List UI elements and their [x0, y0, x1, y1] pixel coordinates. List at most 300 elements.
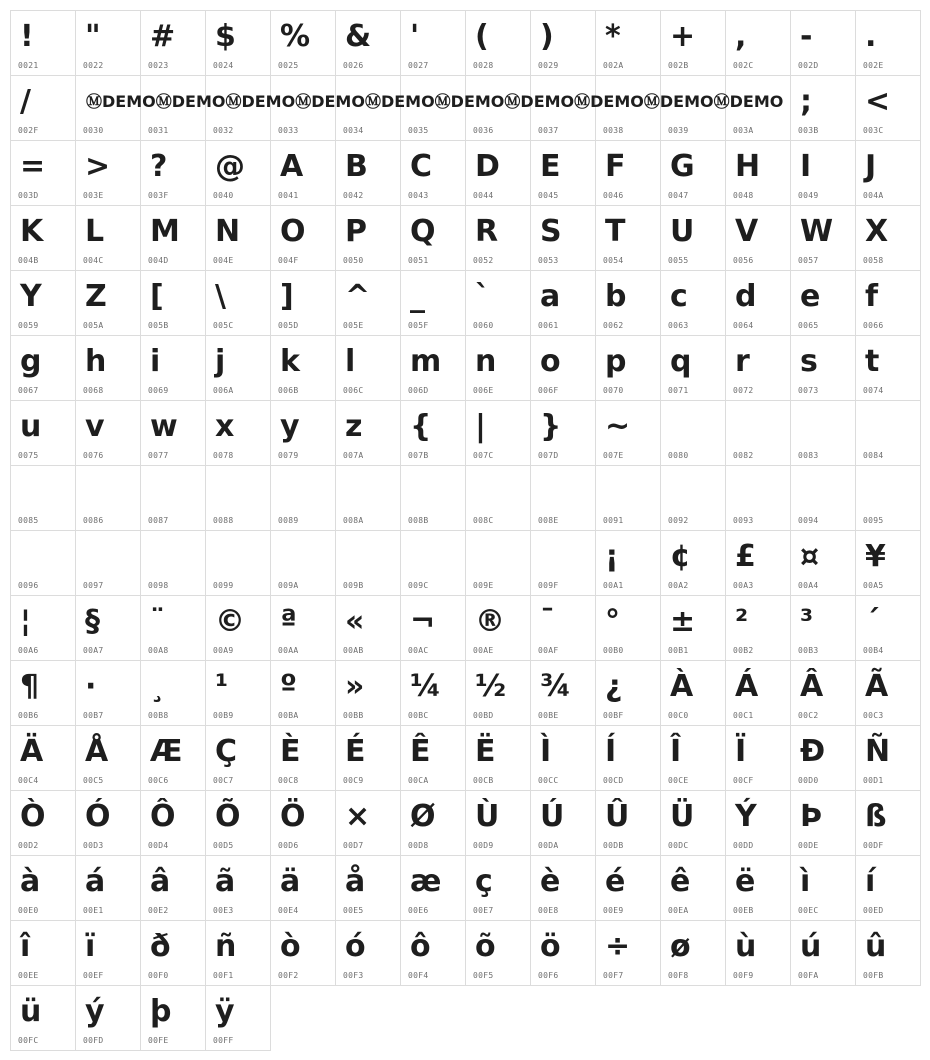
glyph-code: 0046 [603, 191, 624, 200]
glyph-code: 0035 [408, 126, 429, 135]
glyph-row [11, 401, 921, 466]
glyph-code: 0062 [603, 321, 624, 330]
glyph-char: Ë [475, 734, 496, 769]
glyph-code: 0057 [798, 256, 819, 265]
glyph-code: 00FD [83, 1036, 104, 1045]
glyph-char: Ï [735, 734, 747, 769]
glyph-code: 0043 [408, 191, 429, 200]
glyph-code: 0021 [18, 61, 39, 70]
glyph-char: J [865, 149, 877, 184]
glyph-cell [76, 401, 141, 466]
glyph-code: 00CA [408, 776, 429, 785]
glyph-cell [726, 141, 791, 206]
glyph-cell [11, 141, 76, 206]
glyph-char: ö [540, 929, 561, 964]
glyph-char: ` [475, 279, 490, 314]
glyph-char: b [605, 279, 627, 314]
glyph-cell [76, 141, 141, 206]
glyph-char: ¡ [605, 539, 619, 574]
glyph-cell [856, 141, 921, 206]
glyph-code: 0040 [213, 191, 234, 200]
glyph-char: Û [605, 799, 630, 834]
glyph-cell [336, 141, 401, 206]
glyph-cell [466, 206, 531, 271]
glyph-code: 00A9 [213, 646, 234, 655]
glyph-row [11, 141, 921, 206]
glyph-char: ¥ [865, 539, 886, 574]
glyph-char: $ [215, 19, 236, 54]
glyph-cell [336, 11, 401, 76]
glyph-cell [531, 271, 596, 336]
glyph-code: 00B9 [213, 711, 234, 720]
glyph-cell [76, 531, 141, 596]
glyph-char: ! [20, 19, 34, 54]
glyph-cell [856, 336, 921, 401]
glyph-cell [726, 206, 791, 271]
glyph-cell [596, 336, 661, 401]
glyph-code: 00C5 [83, 776, 104, 785]
glyph-row [11, 466, 921, 531]
glyph-cell [596, 466, 661, 531]
glyph-code: 00DD [733, 841, 754, 850]
glyph-code: 0091 [603, 516, 624, 525]
glyph-char: º [280, 669, 297, 704]
glyph-char: D [475, 149, 500, 184]
glyph-char: À [670, 669, 694, 704]
glyph-cell [271, 661, 336, 726]
glyph-char: ô [410, 929, 431, 964]
glyph-char: × [345, 799, 371, 834]
glyph-code: 003C [863, 126, 884, 135]
glyph-code: 007C [473, 451, 494, 460]
glyph-code: 002D [798, 61, 819, 70]
glyph-char: u [20, 409, 42, 444]
glyph-cell [11, 401, 76, 466]
glyph-char: y [280, 409, 300, 444]
glyph-code: 0029 [538, 61, 559, 70]
glyph-cell [531, 11, 596, 76]
glyph-row [11, 596, 921, 661]
glyph-cell [336, 791, 401, 856]
glyph-code: 003B [798, 126, 819, 135]
glyph-cell [401, 336, 466, 401]
glyph-code: 00B1 [668, 646, 689, 655]
glyph-char: K [20, 214, 44, 249]
glyph-code: 00E7 [473, 906, 494, 915]
glyph-cell [791, 726, 856, 791]
glyph-code: 00F0 [148, 971, 169, 980]
glyph-cell [271, 921, 336, 986]
glyph-char: Ò [20, 799, 46, 834]
glyph-cell [856, 531, 921, 596]
glyph-cell [531, 791, 596, 856]
glyph-code: 0063 [668, 321, 689, 330]
glyph-char: / [20, 84, 31, 119]
glyph-char: < [865, 84, 891, 119]
glyph-char: Á [735, 669, 759, 704]
glyph-char: û [865, 929, 887, 964]
glyph-char: ~ [605, 409, 631, 444]
glyph-code: 003E [83, 191, 104, 200]
glyph-code: 0098 [148, 581, 169, 590]
glyph-cell [531, 856, 596, 921]
glyph-code: 004D [148, 256, 169, 265]
glyph-char: ¶ [20, 669, 40, 704]
glyph-char: Y [20, 279, 42, 314]
glyph-code: 00E3 [213, 906, 234, 915]
glyph-cell [791, 531, 856, 596]
glyph-cell [206, 401, 271, 466]
glyph-code: 00F6 [538, 971, 559, 980]
glyph-char: È [280, 734, 301, 769]
glyph-cell [271, 336, 336, 401]
glyph-code: 00C6 [148, 776, 169, 785]
glyph-code: 0030 [83, 126, 104, 135]
glyph-code: 004A [863, 191, 884, 200]
glyph-code: 00C1 [733, 711, 754, 720]
glyph-code: 00A6 [18, 646, 39, 655]
glyph-code: 005B [148, 321, 169, 330]
glyph-code: 007E [603, 451, 624, 460]
glyph-code: 0069 [148, 386, 169, 395]
glyph-char: R [475, 214, 499, 249]
glyph-cell [11, 531, 76, 596]
glyph-cell [661, 726, 726, 791]
glyph-cell [11, 856, 76, 921]
glyph-char: Å [85, 734, 109, 769]
glyph-cell [336, 336, 401, 401]
glyph-code: 00DA [538, 841, 559, 850]
glyph-cell [466, 141, 531, 206]
glyph-cell [141, 856, 206, 921]
glyph-char: n [475, 344, 497, 379]
glyph-cell [11, 726, 76, 791]
glyph-cell [271, 791, 336, 856]
glyph-char: v [85, 409, 105, 444]
glyph-char: Ä [20, 734, 44, 769]
glyph-cell [791, 206, 856, 271]
glyph-code: 0084 [863, 451, 884, 460]
glyph-code: 00D7 [343, 841, 364, 850]
glyph-code: 002F [18, 126, 39, 135]
glyph-code: 0037 [538, 126, 559, 135]
glyph-char: f [865, 279, 879, 314]
glyph-code: 0061 [538, 321, 559, 330]
glyph-cell [271, 531, 336, 596]
glyph-code: 0023 [148, 61, 169, 70]
glyph-cell [271, 401, 336, 466]
glyph-code: 00FC [18, 1036, 39, 1045]
glyph-char: ® [475, 604, 505, 639]
glyph-code: 00E9 [603, 906, 624, 915]
glyph-code: 0093 [733, 516, 754, 525]
glyph-cell [401, 11, 466, 76]
glyph-cell [336, 466, 401, 531]
glyph-code: 0087 [148, 516, 169, 525]
glyph-char: Ú [540, 799, 565, 834]
glyph-char: ß [865, 799, 887, 834]
glyph-char: Ù [475, 799, 500, 834]
glyph-cell [76, 271, 141, 336]
glyph-code: 00F3 [343, 971, 364, 980]
glyph-char: P [345, 214, 367, 249]
glyph-code: 00B8 [148, 711, 169, 720]
glyph-char: k [280, 344, 300, 379]
glyph-cell [791, 596, 856, 661]
glyph-code: 0033 [278, 126, 299, 135]
glyph-code: 0049 [798, 191, 819, 200]
glyph-char: . [865, 19, 877, 54]
glyph-char: _ [410, 279, 425, 314]
glyph-cell [76, 661, 141, 726]
glyph-char: æ [410, 864, 442, 899]
glyph-char: Î [670, 734, 682, 769]
glyph-char: ü [20, 994, 42, 1029]
glyph-cell [141, 596, 206, 661]
glyph-code: 008C [473, 516, 494, 525]
glyph-char: é [605, 864, 626, 899]
glyph-code: 00F9 [733, 971, 754, 980]
glyph-cell [401, 206, 466, 271]
glyph-code: 00A7 [83, 646, 104, 655]
glyph-code: 00A2 [668, 581, 689, 590]
glyph-cell [336, 856, 401, 921]
glyph-cell [856, 76, 921, 141]
glyph-code: 006A [213, 386, 234, 395]
glyph-cell [531, 401, 596, 466]
glyph-char: m [410, 344, 442, 379]
glyph-cell [596, 726, 661, 791]
glyph-code: 002B [668, 61, 689, 70]
glyph-code: 008A [343, 516, 364, 525]
glyph-code: 0041 [278, 191, 299, 200]
glyph-char: õ [475, 929, 496, 964]
glyph-cell [791, 661, 856, 726]
glyph-char: ' [410, 19, 420, 54]
glyph-cell [466, 596, 531, 661]
glyph-cell [76, 791, 141, 856]
glyph-code: 00C3 [863, 711, 884, 720]
glyph-cell [726, 921, 791, 986]
glyph-char: ½ [475, 669, 507, 704]
glyph-code: 0064 [733, 321, 754, 330]
glyph-cell [856, 661, 921, 726]
glyph-code: 00FB [863, 971, 884, 980]
glyph-cell [466, 921, 531, 986]
glyph-char: " [85, 19, 101, 54]
glyph-code: 00C2 [798, 711, 819, 720]
glyph-code: 00CC [538, 776, 559, 785]
glyph-cell [141, 206, 206, 271]
glyph-row [11, 206, 921, 271]
glyph-char: Ð [800, 734, 826, 769]
glyph-code: 00D5 [213, 841, 234, 850]
glyph-code: 0053 [538, 256, 559, 265]
glyph-cell [336, 596, 401, 661]
glyph-char: p [605, 344, 627, 379]
glyph-code: 0088 [213, 516, 234, 525]
glyph-cell [726, 791, 791, 856]
glyph-char: \ [215, 279, 226, 314]
glyph-cell [11, 986, 76, 1051]
glyph-cell [661, 466, 726, 531]
glyph-code: 00B3 [798, 646, 819, 655]
glyph-code: 0034 [343, 126, 364, 135]
glyph-code: 006F [538, 386, 559, 395]
glyph-cell [206, 986, 271, 1051]
glyph-char: Â [800, 669, 824, 704]
glyph-code: 00BD [473, 711, 494, 720]
glyph-cell [856, 401, 921, 466]
glyph-char: g [20, 344, 42, 379]
glyph-char: £ [735, 539, 756, 574]
glyph-code: 00C4 [18, 776, 39, 785]
glyph-char: ¼ [410, 669, 442, 704]
glyph-code: 0027 [408, 61, 429, 70]
glyph-code: 00DB [603, 841, 624, 850]
glyph-char: Q [410, 214, 436, 249]
glyph-code: 0080 [668, 451, 689, 460]
glyph-code: 00D4 [148, 841, 169, 850]
glyph-char: å [345, 864, 366, 899]
glyph-cell [401, 856, 466, 921]
glyph-code: 006E [473, 386, 494, 395]
glyph-code: 004F [278, 256, 299, 265]
glyph-char: % [280, 19, 311, 54]
glyph-code: 002E [863, 61, 884, 70]
glyph-cell [271, 856, 336, 921]
glyph-code: 0068 [83, 386, 104, 395]
glyph-char: o [540, 344, 561, 379]
glyph-cell [401, 791, 466, 856]
glyph-cell [401, 726, 466, 791]
glyph-char: ø [670, 929, 691, 964]
glyph-code: 00AB [343, 646, 364, 655]
glyph-code: 0052 [473, 256, 494, 265]
glyph-char: M [150, 214, 180, 249]
glyph-cell [401, 271, 466, 336]
glyph-char: ò [280, 929, 301, 964]
glyph-char: ù [735, 929, 757, 964]
glyph-char: i [150, 344, 161, 379]
glyph-cell [206, 206, 271, 271]
glyph-char: I [800, 149, 812, 184]
glyph-code: 0060 [473, 321, 494, 330]
glyph-cell [596, 401, 661, 466]
glyph-char: ¹ [215, 669, 229, 704]
glyph-cell [206, 661, 271, 726]
glyph-code: 00F7 [603, 971, 624, 980]
glyph-char: ? [150, 149, 168, 184]
glyph-cell [271, 206, 336, 271]
glyph-char: @ [215, 149, 245, 184]
glyph-char: § [85, 604, 100, 639]
glyph-cell [11, 921, 76, 986]
glyph-code: 00BA [278, 711, 299, 720]
glyph-code: 0073 [798, 386, 819, 395]
glyph-row [11, 11, 921, 76]
glyph-code: 00F2 [278, 971, 299, 980]
glyph-char: H [735, 149, 761, 184]
glyph-code: 0094 [798, 516, 819, 525]
glyph-code: 00CD [603, 776, 624, 785]
glyph-code: 00DE [798, 841, 819, 850]
glyph-code: 0076 [83, 451, 104, 460]
glyph-char: & [345, 19, 372, 54]
glyph-cell [141, 661, 206, 726]
glyph-cell [531, 336, 596, 401]
glyph-cell [531, 206, 596, 271]
glyph-cell [726, 401, 791, 466]
glyph-char: ñ [215, 929, 237, 964]
glyph-code: 00E4 [278, 906, 299, 915]
glyph-code: 0047 [668, 191, 689, 200]
glyph-char: ú [800, 929, 822, 964]
glyph-cell [11, 76, 76, 141]
glyph-code: 0025 [278, 61, 299, 70]
glyph-char: ð [150, 929, 171, 964]
glyph-char: h [85, 344, 107, 379]
glyph-cell [206, 596, 271, 661]
glyph-code: 0045 [538, 191, 559, 200]
glyph-cell [401, 141, 466, 206]
glyph-char: ¬ [410, 604, 436, 639]
glyph-code: 0085 [18, 516, 39, 525]
glyph-cell [596, 11, 661, 76]
glyph-code: 0089 [278, 516, 299, 525]
glyph-char: Ê [410, 734, 431, 769]
glyph-char: X [865, 214, 889, 249]
glyph-cell [271, 726, 336, 791]
glyph-char: [ [150, 279, 164, 314]
glyph-char: q [670, 344, 692, 379]
glyph-code: 0055 [668, 256, 689, 265]
glyph-cell [76, 466, 141, 531]
glyph-cell [466, 791, 531, 856]
glyph-code: 009A [278, 581, 299, 590]
glyph-char: x [215, 409, 235, 444]
glyph-code: 0075 [18, 451, 39, 460]
glyph-code: 0048 [733, 191, 754, 200]
glyph-code: 00A8 [148, 646, 169, 655]
glyph-char: ( [475, 19, 489, 54]
glyph-row [11, 271, 921, 336]
glyph-cell [336, 271, 401, 336]
glyph-code: 007A [343, 451, 364, 460]
glyph-char: ± [670, 604, 696, 639]
glyph-code: 00F8 [668, 971, 689, 980]
glyph-char: ) [540, 19, 554, 54]
glyph-row [11, 921, 921, 986]
glyph-char: © [215, 604, 245, 639]
glyph-cell [791, 466, 856, 531]
glyph-cell [661, 661, 726, 726]
glyph-cell [856, 206, 921, 271]
glyph-code: 00EE [18, 971, 39, 980]
glyph-cell [661, 401, 726, 466]
glyph-code: 00B7 [83, 711, 104, 720]
glyph-cell [76, 726, 141, 791]
glyph-cell [141, 336, 206, 401]
glyph-cell [76, 11, 141, 76]
glyph-cell [336, 661, 401, 726]
glyph-cell [206, 726, 271, 791]
glyph-char: Ü [670, 799, 695, 834]
glyph-char: A [280, 149, 304, 184]
glyph-code: 004B [18, 256, 39, 265]
glyph-code: 004E [213, 256, 234, 265]
glyph-code: 00C0 [668, 711, 689, 720]
